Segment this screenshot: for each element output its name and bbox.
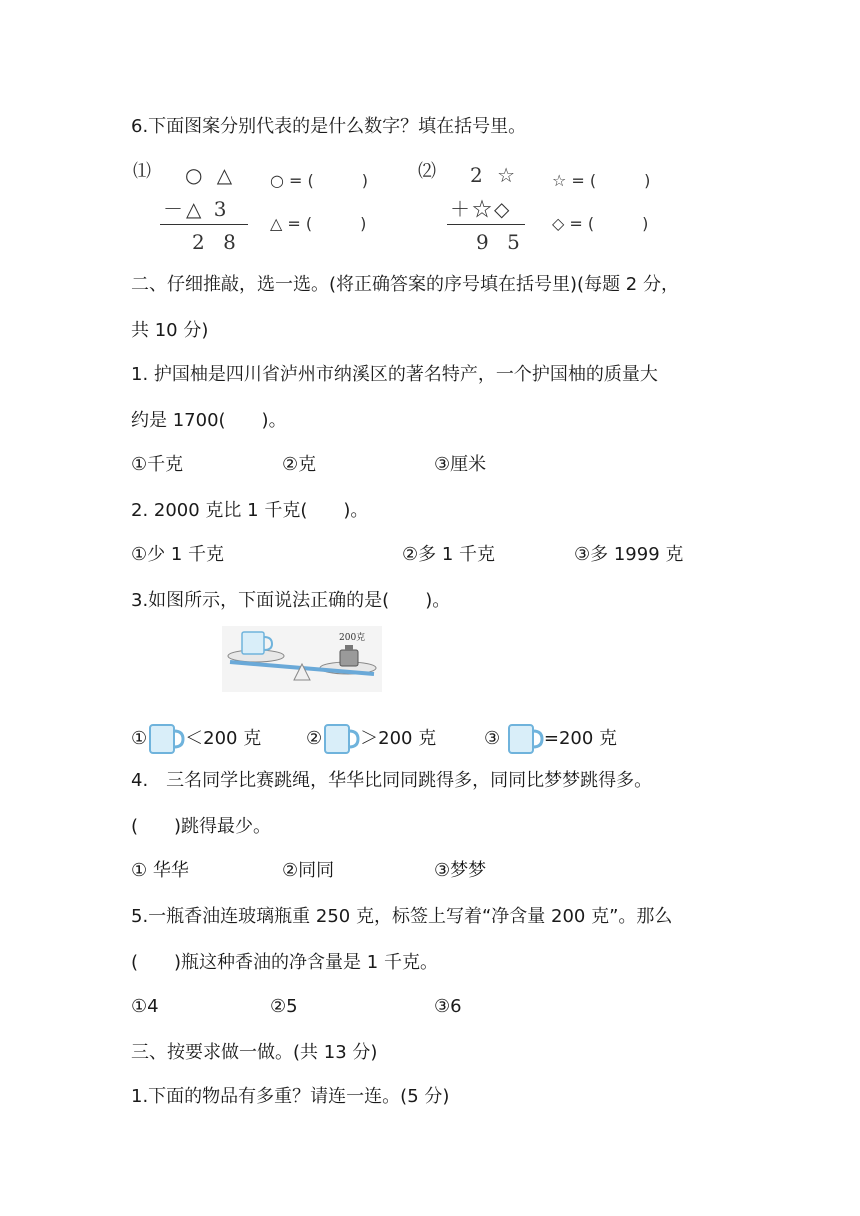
q1-option-3: ③厘米 <box>434 454 487 475</box>
section3-q1-text: 1.下面的物品有多重？请连一连。(5 分) <box>131 1086 450 1107</box>
balance-scale-figure <box>222 626 382 692</box>
puzzle2-row1: 2 ☆ <box>470 163 520 187</box>
q2-option-2: ②多 1 千克 <box>402 544 496 565</box>
q3-option-3 <box>484 722 617 756</box>
q2-text: 2. 2000 克比 1 千克( )。 <box>131 500 369 521</box>
q5-option-1: ①4 <box>131 996 159 1017</box>
q3-option-1 <box>131 722 261 756</box>
puzzle1-rule <box>160 224 248 225</box>
mug-icon <box>506 722 544 756</box>
puzzle2-label: ⑵ <box>418 161 436 182</box>
q3-option-2-suffix: ＞200 克 <box>360 728 437 749</box>
puzzle1-result: 2 8 <box>192 230 242 254</box>
puzzle2-row2: ＋☆◇ <box>450 197 512 221</box>
q1-option-2: ②克 <box>282 454 317 475</box>
q3-option-1-prefix: ① <box>131 728 148 749</box>
puzzle2-result: 9 5 <box>476 230 526 254</box>
q3-option-3-suffix: =200 克 <box>543 728 618 749</box>
puzzle1-label: ⑴ <box>133 161 151 182</box>
q3-option-2 <box>306 722 436 756</box>
puzzle1-blank-circle: ○ = ( ) <box>270 171 369 190</box>
q4-text-line1: 4. 三名同学比赛跳绳，华华比同同跳得多，同同比梦梦跳得多。 <box>131 770 653 791</box>
q3-option-1-suffix: ＜200 克 <box>185 728 262 749</box>
q3-option-3-prefix: ③ <box>484 728 501 749</box>
puzzle2-blank-star: ☆ = ( ) <box>552 171 651 190</box>
q5-text-line1: 5.一瓶香油连玻璃瓶重 250 克，标签上写着“净含量 200 克”。那么 <box>131 906 673 927</box>
puzzle1-row1: ○ △ <box>185 163 237 187</box>
q5-option-3: ③6 <box>434 996 462 1017</box>
q3-option-2-prefix: ② <box>306 728 323 749</box>
q6-title: 6.下面图案分别代表的是什么数字？填在括号里。 <box>131 116 527 137</box>
mug-icon <box>147 722 185 756</box>
q2-option-3: ③多 1999 克 <box>574 544 684 565</box>
section2-header-line2: 共 10 分) <box>131 320 209 341</box>
q4-option-2: ②同同 <box>282 860 335 881</box>
q4-option-3: ③梦梦 <box>434 860 487 881</box>
weight-label: 200克 <box>339 633 366 643</box>
puzzle1-blank-triangle: △ = ( ) <box>270 214 367 233</box>
section2-header-line1: 二、仔细推敲，选一选。(将正确答案的序号填在括号里)(每题 2 分， <box>131 274 679 295</box>
q5-option-2: ②5 <box>270 996 298 1017</box>
puzzle1-row2: －△ 3 <box>163 197 230 221</box>
q1-text-line1: 1. 护国柚是四川省泸州市纳溪区的著名特产，一个护国柚的质量大 <box>131 364 658 385</box>
q3-text: 3.如图所示，下面说法正确的是( )。 <box>131 590 451 611</box>
puzzle2-blank-diamond: ◇ = ( ) <box>552 214 649 233</box>
mug-icon <box>322 722 360 756</box>
q4-option-1: ① 华华 <box>131 860 189 881</box>
q4-text-line2: ( )跳得最少。 <box>131 816 272 837</box>
q5-text-line2: ( )瓶这种香油的净含量是 1 千克。 <box>131 952 438 973</box>
q1-option-1: ①千克 <box>131 454 184 475</box>
q2-option-1: ①少 1 千克 <box>131 544 225 565</box>
section3-header: 三、按要求做一做。(共 13 分) <box>131 1042 378 1063</box>
q1-text-line2: 约是 1700( )。 <box>131 410 287 431</box>
puzzle2-rule <box>447 224 525 225</box>
